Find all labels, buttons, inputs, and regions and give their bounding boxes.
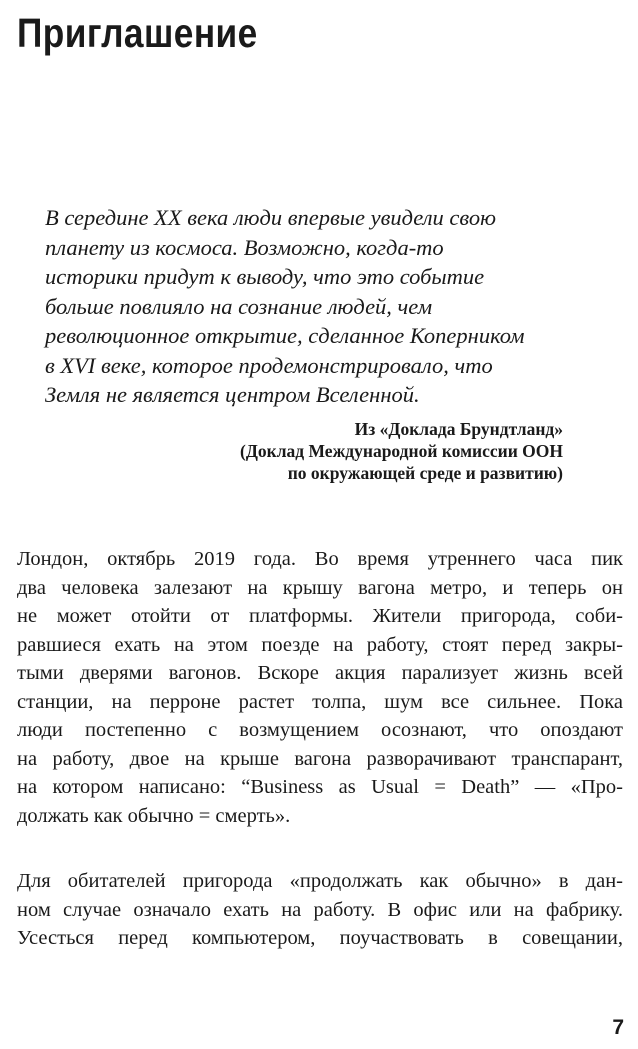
page-number: 7 xyxy=(612,1016,624,1039)
epigraph-line: историки придут к выводу, что это событие xyxy=(45,264,485,289)
epigraph-quote xyxy=(45,203,585,410)
chapter-title: Приглашение xyxy=(17,10,258,56)
epigraph-line: в XVI веке, которое продемонстрировало, что xyxy=(45,352,493,378)
body-paragraph-1 xyxy=(17,545,623,830)
text-line: люди постепенно с возмущением осознают, что опоздают xyxy=(17,719,623,741)
epigraph-line: В середине XX века люди впервые увидели свою xyxy=(45,205,496,230)
epigraph-attribution xyxy=(240,418,563,484)
text-line: ном случае означало ехать на работу. В офис или на фабрику. xyxy=(17,898,623,921)
text-line: Для обитателей пригорода «продолжать как обычно» в дан- xyxy=(17,870,623,892)
text-line: Лондон, октябрь 2019 года. Во время утреннего часа пик xyxy=(17,548,623,570)
body-paragraph-2 xyxy=(17,867,623,953)
text-line: на котором написано: “Business as Usual = Death” — «Про- xyxy=(17,776,623,798)
epigraph-line: Земля не является центром Вселенной. xyxy=(45,382,420,407)
attribution-line: Из «Доклада Брундтланд» xyxy=(354,419,563,439)
text-line: тыми дверями вагонов. Вскоре акция парализует жизнь всей xyxy=(17,662,623,684)
epigraph-line: больше повлияло на сознание людей, чем xyxy=(45,293,433,319)
epigraph-line: революционное открытие, сделанное Коперником xyxy=(45,323,525,348)
text-line: Усесться перед компьютером, поучаствовать в совещании, xyxy=(17,927,623,949)
attribution-line: по окружающей среде и развитию) xyxy=(287,463,563,483)
attribution-line: (Доклад Международной комиссии ООН xyxy=(240,441,563,461)
text-line: станции, на перроне растет толпа, шум все сильнее. Пока xyxy=(17,690,623,713)
text-line: должать как обычно = смерть». xyxy=(17,804,291,827)
text-line: на работу, двое на крыше вагона разворачивают транспарант, xyxy=(17,747,623,770)
epigraph-line: планету из космоса. Возможно, когда-то xyxy=(45,234,444,260)
text-line: два человека залезают на крышу вагона метро, и теперь он xyxy=(17,576,623,599)
text-line: не может отойти от платформы. Жители пригорода, соби- xyxy=(17,605,623,627)
text-line: равшиеся ехать на этом поезде на работу, стоят перед закры- xyxy=(17,633,623,656)
